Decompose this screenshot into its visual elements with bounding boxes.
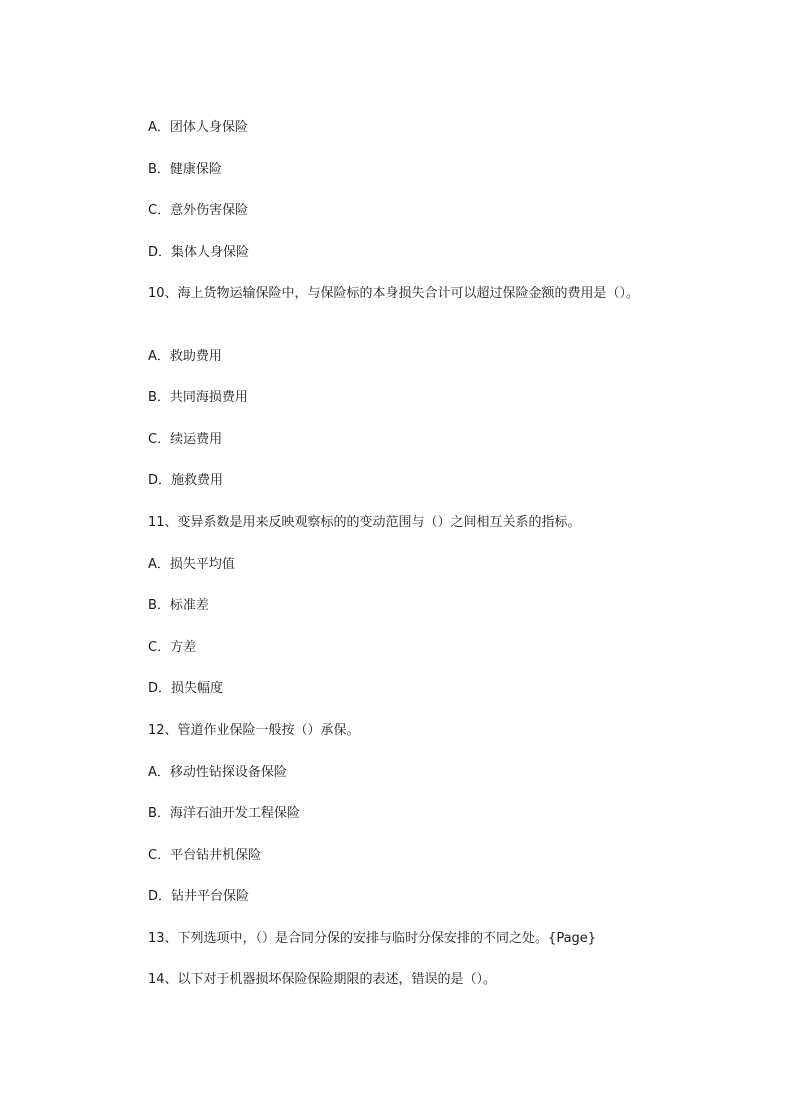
q11-option-a: A．损失平均值 xyxy=(148,557,235,572)
q12-option-b: B．海洋石油开发工程保险 xyxy=(148,806,300,821)
q9-option-c: C．意外伤害保险 xyxy=(148,203,249,218)
q12-option-a: A．移动性钻探设备保险 xyxy=(148,765,287,780)
question-13: 13、下列选项中，（）是合同分保的安排与临时分保安排的不同之处。{Page} xyxy=(148,931,597,946)
q9-option-d: D．集体人身保险 xyxy=(148,245,250,260)
q11-option-b: B．标准差 xyxy=(148,598,209,613)
q10-option-d: D．施救费用 xyxy=(148,473,224,488)
question-12: 12、管道作业保险一般按（）承保。 xyxy=(148,723,360,738)
q9-option-b: B．健康保险 xyxy=(148,162,222,177)
q10-option-a: A．救助费用 xyxy=(148,349,222,364)
q11-option-c: C．方差 xyxy=(148,640,197,655)
q12-option-d: D．钻井平台保险 xyxy=(148,889,250,904)
q10-option-c: C．续运费用 xyxy=(148,432,223,447)
q11-option-d: D．损失幅度 xyxy=(148,681,224,696)
question-11: 11、变异系数是用来反映观察标的的变动范围与（）之间相互关系的指标。 xyxy=(148,515,581,530)
q10-option-b: B．共同海损费用 xyxy=(148,390,248,405)
question-10: 10、海上货物运输保险中，与保险标的本身损失合计可以超过保险金额的费用是（）。 xyxy=(148,286,640,301)
q9-option-a: A．团体人身保险 xyxy=(148,120,248,135)
q12-option-c: C．平台钻井机保险 xyxy=(148,848,262,863)
question-14: 14、以下对于机器损坏保险保险期限的表述，错误的是（）。 xyxy=(148,972,497,987)
